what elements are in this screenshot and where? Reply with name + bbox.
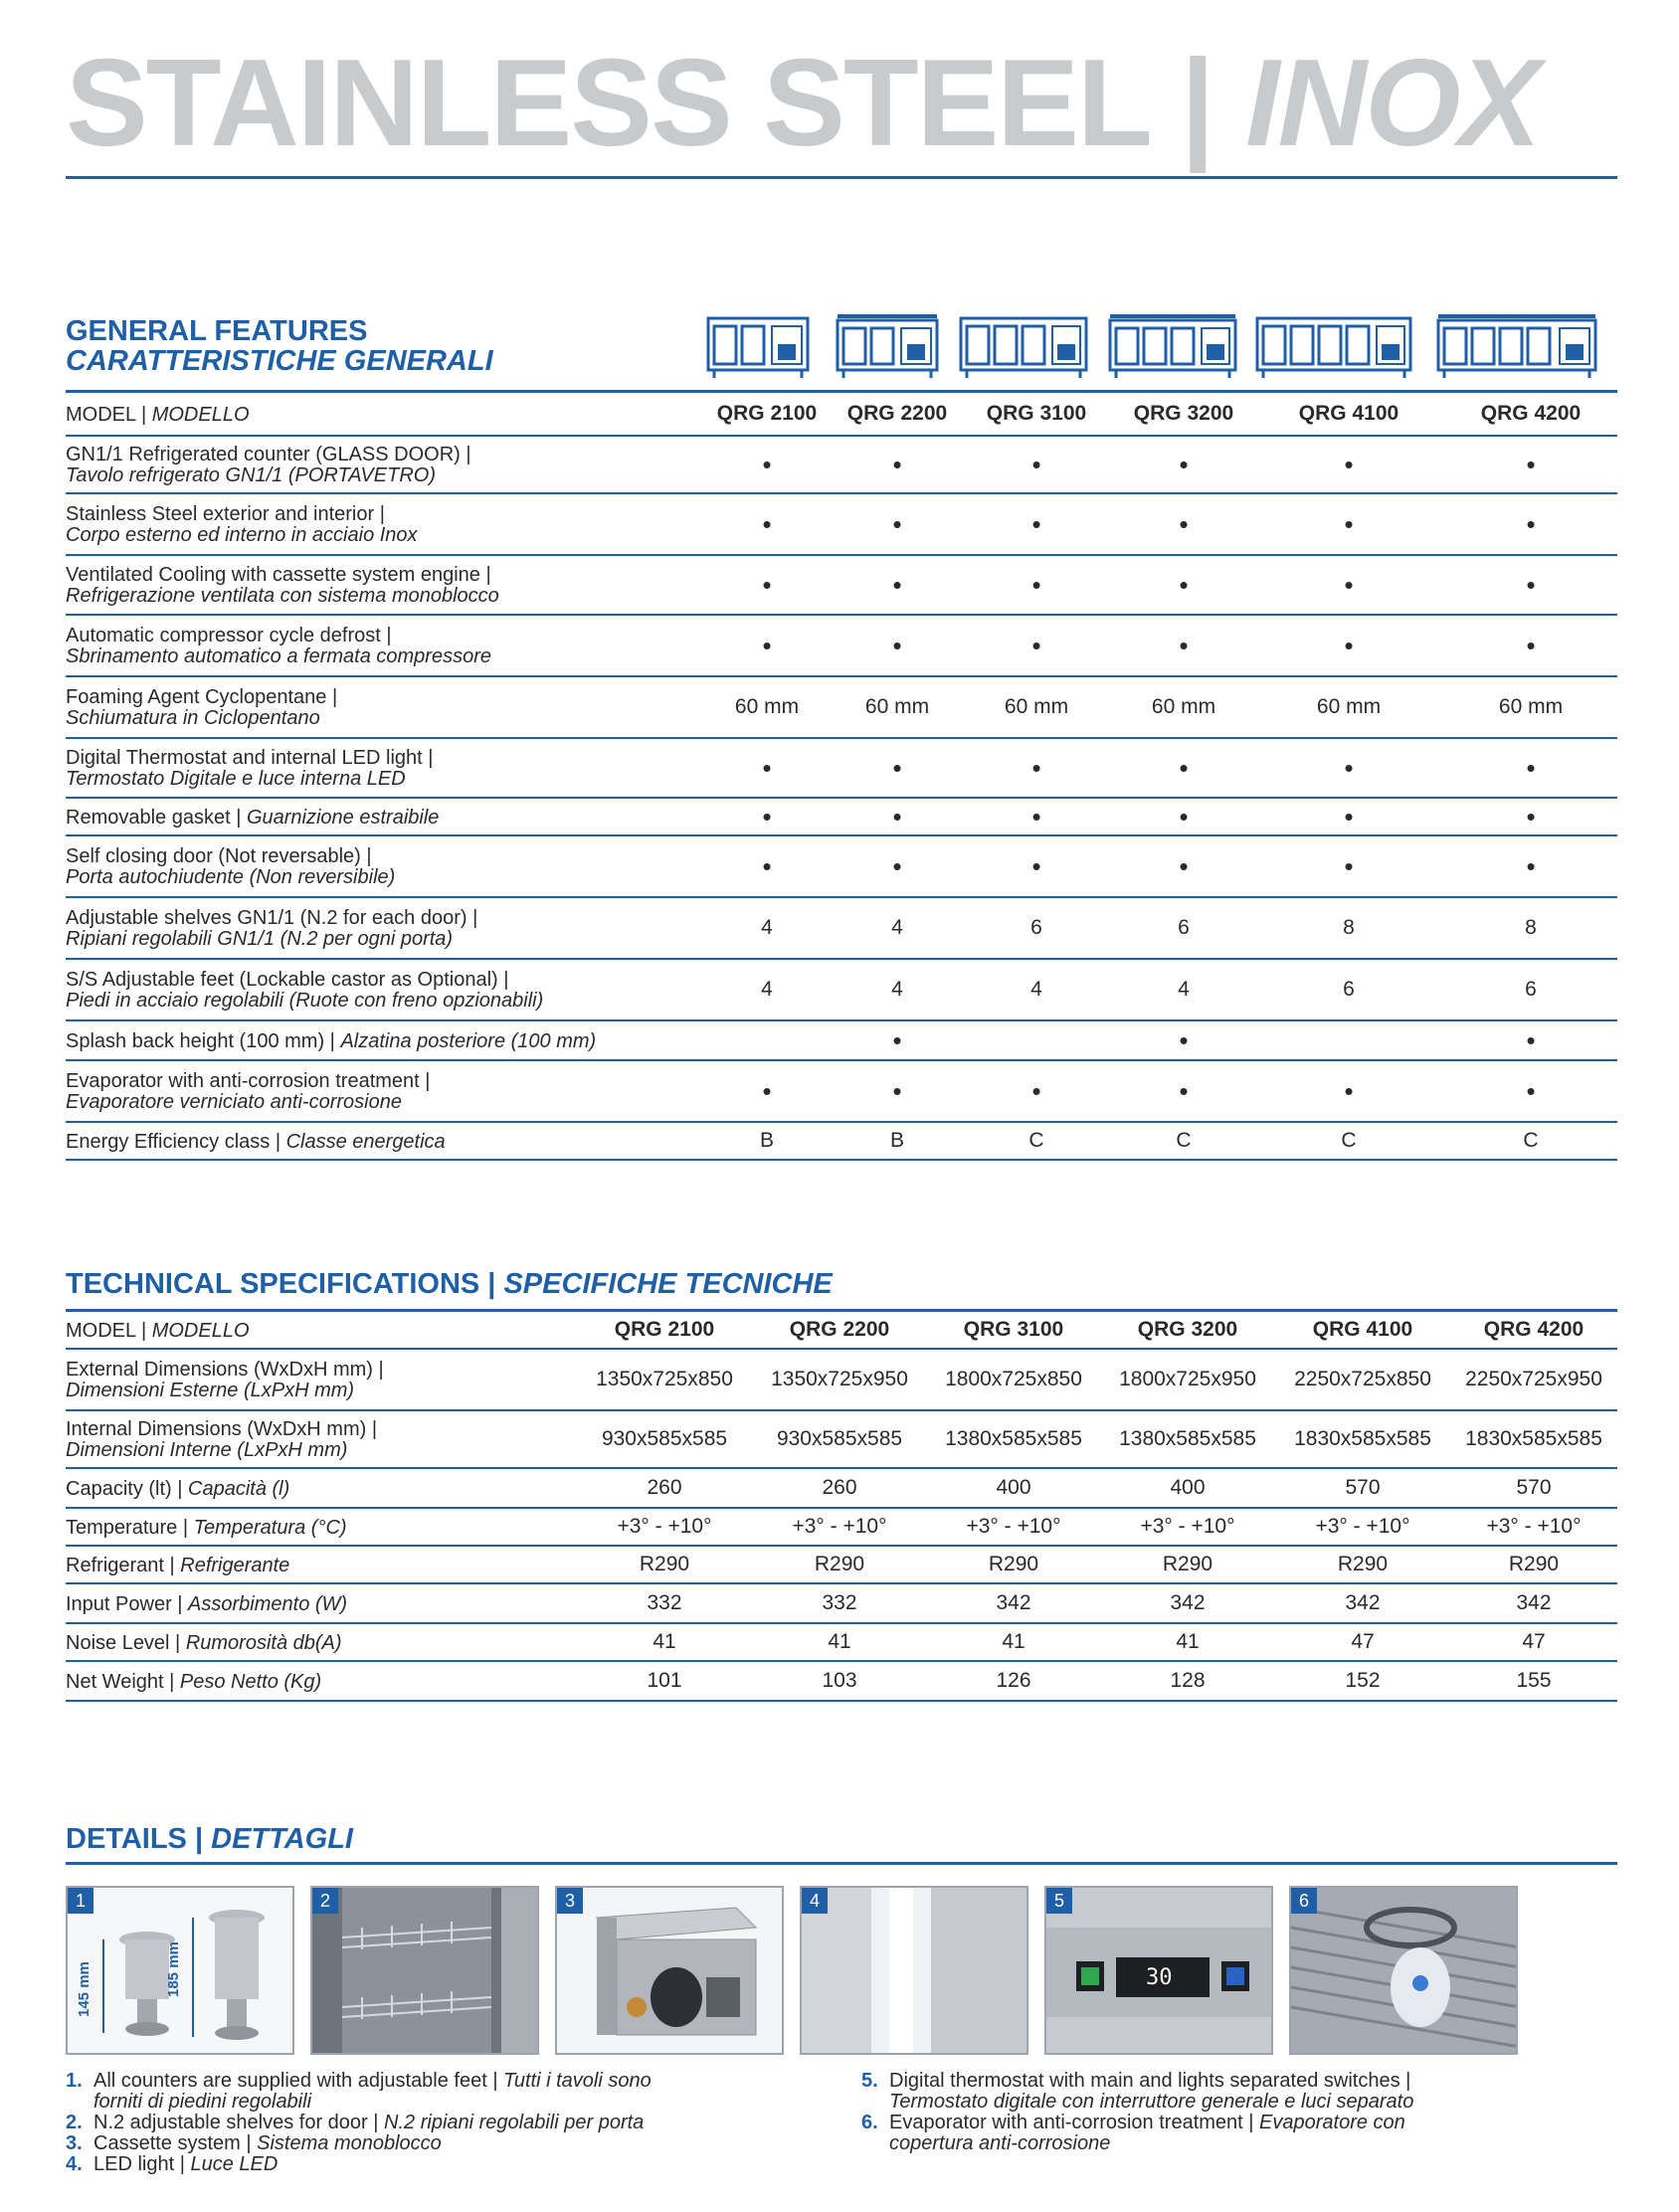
row-label: Foaming Agent Cyclopentane | Schiumatura in Ciclopentano: [66, 686, 338, 729]
row-value: •: [1179, 1025, 1189, 1055]
row-label: Self closing door (Not reversable) | Porta autochiudente (Non reversibile): [66, 845, 396, 888]
row-value: 342: [1170, 1591, 1206, 1614]
model-header-1: QRG 2200: [846, 402, 948, 425]
row-value: 6: [1030, 916, 1042, 939]
row-value: 2250x725x850: [1294, 1368, 1431, 1390]
row-value: •: [1344, 753, 1354, 783]
row-value: 4: [1178, 978, 1190, 1001]
row-label: Digital Thermostat and internal LED light | Termostato Digitale e luce interna LED: [66, 747, 434, 790]
row-value: 570: [1345, 1476, 1381, 1499]
table-row: [66, 799, 1617, 836]
row-value: •: [1031, 631, 1041, 660]
row-value: 41: [1002, 1630, 1026, 1653]
row-label: Removable gasket | Guarnizione estraibile: [66, 806, 440, 829]
row-value: 342: [1516, 1591, 1552, 1614]
row-label: GN1/1 Refrigerated counter (GLASS DOOR) | Tavolo refrigerato GN1/1 (PORTAVETRO): [66, 444, 471, 486]
row-value: 152: [1345, 1669, 1381, 1692]
details-notes-left: [66, 2071, 851, 2175]
row-value: C: [1341, 1129, 1357, 1152]
row-value: •: [1526, 631, 1536, 660]
model-header-0: QRG 2100: [716, 402, 818, 425]
row-value: 101: [647, 1669, 682, 1692]
list-item: 4. LED light | Luce LED: [66, 2153, 279, 2175]
row-label: Stainless Steel exterior and interior | Corpo esterno ed interno in acciaio Inox: [66, 503, 418, 546]
row-value: 260: [647, 1476, 682, 1499]
row-value: 342: [1345, 1591, 1381, 1614]
row-value: 60 mm: [1316, 695, 1382, 718]
row-label: Temperature | Temperatura (°C): [66, 1516, 347, 1539]
row-value: 570: [1516, 1476, 1552, 1499]
row-value: •: [1179, 1076, 1189, 1106]
table-row: [66, 437, 1617, 494]
row-value: 4: [1030, 978, 1042, 1001]
row-value: B: [889, 1129, 904, 1152]
row-value: 930x585x585: [776, 1427, 903, 1450]
row-value: •: [892, 509, 902, 539]
row-value: •: [762, 631, 772, 660]
cabinet-3-door-icon: [959, 314, 1090, 380]
row-value: 6: [1178, 916, 1190, 939]
row-value: •: [1031, 753, 1041, 783]
details-divider: [66, 1862, 1617, 1865]
table-row: [66, 1350, 1617, 1411]
table-row: [66, 836, 1617, 898]
features-header-row: [66, 393, 1617, 437]
row-value: 2250x725x950: [1465, 1368, 1602, 1390]
row-value: 1800x725x950: [1119, 1368, 1256, 1390]
detail-thermostat-image: 5 30: [1044, 1886, 1273, 2055]
table-row: [66, 677, 1617, 739]
features-table: [66, 390, 1617, 1161]
row-value: 60 mm: [1498, 695, 1564, 718]
table-row: [66, 1509, 1617, 1547]
row-value: 1350x725x950: [771, 1368, 908, 1390]
row-value: +3° - +10°: [617, 1515, 712, 1538]
row-value: 332: [822, 1591, 857, 1614]
model-header-2: QRG 3100: [986, 402, 1087, 425]
cabinet-2-door-icon: [706, 314, 812, 380]
row-value: •: [1031, 450, 1041, 479]
model-header-3: QRG 3200: [1137, 1318, 1238, 1341]
table-row: [66, 1624, 1617, 1662]
row-value: 126: [996, 1669, 1031, 1692]
shelves-illustration: [312, 1888, 539, 2055]
list-item: 5. Digital thermostat with main and lights separated switches | Termostato digitale con interruttore generale e luci separato: [861, 2070, 1414, 2113]
row-value: •: [1526, 851, 1536, 881]
row-value: •: [1179, 851, 1189, 881]
list-item: 2. N.2 adjustable shelves for door | N.2 ripiani regolabili per porta: [66, 2112, 645, 2133]
list-item: 3. Cassette system | Sistema monoblocco: [66, 2132, 442, 2154]
row-value: •: [1344, 509, 1354, 539]
row-value: •: [762, 1076, 772, 1106]
row-value: •: [762, 851, 772, 881]
row-value: +3° - +10°: [1140, 1515, 1235, 1538]
row-value: +3° - +10°: [1486, 1515, 1582, 1538]
row-value: 60 mm: [734, 695, 800, 718]
row-value: 6: [1525, 978, 1537, 1001]
row-value: •: [762, 802, 772, 831]
row-label: Energy Efficiency class | Classe energetica: [66, 1130, 446, 1153]
detail-feet-image: 1 145 mm 185 mm: [66, 1886, 294, 2055]
model-header-5: QRG 4200: [1483, 1318, 1585, 1341]
row-value: 8: [1343, 916, 1355, 939]
row-value: •: [1344, 802, 1354, 831]
row-value: 4: [761, 978, 773, 1001]
table-row: [66, 1469, 1617, 1509]
row-label: Noise Level | Rumorosità db(A): [66, 1631, 342, 1654]
row-value: R290: [1337, 1553, 1389, 1575]
row-value: •: [1344, 570, 1354, 600]
row-value: •: [892, 1025, 902, 1055]
row-value: 41: [1176, 1630, 1200, 1653]
row-value: •: [1031, 1076, 1041, 1106]
row-value: C: [1028, 1129, 1044, 1152]
row-value: •: [892, 851, 902, 881]
row-value: 60 mm: [1004, 695, 1069, 718]
row-label: Adjustable shelves GN1/1 (N.2 for each door) | Ripiani regolabili GN1/1 (N.2 per ogni porta): [66, 907, 478, 950]
row-label: S/S Adjustable feet (Lockable castor as Optional) | Piedi in acciaio regolabili (Ruote con freno opzionabili): [66, 969, 544, 1012]
row-value: •: [892, 753, 902, 783]
row-label: Evaporator with anti-corrosion treatment | Evaporatore verniciato anti-corrosione: [66, 1070, 431, 1113]
table-row: [66, 739, 1617, 799]
table-row: [66, 1662, 1617, 1702]
row-value: 47: [1351, 1630, 1375, 1653]
detail-evaporator-image: 6: [1289, 1886, 1518, 2055]
row-value: 260: [822, 1476, 857, 1499]
model-header-2: QRG 3100: [963, 1318, 1064, 1341]
row-value: 103: [822, 1669, 857, 1692]
row-value: 6: [1343, 978, 1355, 1001]
row-value: 4: [891, 978, 903, 1001]
row-value: B: [759, 1129, 774, 1152]
row-value: R290: [639, 1553, 690, 1575]
list-item: 6. Evaporator with anti-corrosion treatment | Evaporatore con copertura anti-corrosione: [861, 2112, 1405, 2154]
row-value: 1800x725x850: [945, 1368, 1082, 1390]
row-value: •: [1526, 570, 1536, 600]
cabinet-2-door-splash-icon: [836, 314, 941, 380]
model-header-1: QRG 2200: [789, 1318, 890, 1341]
row-value: C: [1176, 1129, 1192, 1152]
row-value: 1350x725x850: [596, 1368, 733, 1390]
row-value: •: [1031, 509, 1041, 539]
cabinet-4-door-icon: [1255, 314, 1414, 380]
row-value: •: [1344, 631, 1354, 660]
features-title: GENERAL FEATURES CARATTERISTICHE GENERALI: [66, 315, 493, 377]
row-value: •: [1179, 450, 1189, 479]
row-value: 155: [1516, 1669, 1552, 1692]
row-value: •: [1526, 753, 1536, 783]
row-value: •: [1179, 802, 1189, 831]
row-value: 1380x585x585: [1119, 1427, 1256, 1450]
row-value: •: [762, 450, 772, 479]
row-value: •: [892, 570, 902, 600]
cabinet-3-door-splash-icon: [1108, 314, 1239, 380]
row-label: Input Power | Assorbimento (W): [66, 1592, 348, 1615]
row-value: 400: [996, 1476, 1031, 1499]
model-header-3: QRG 3200: [1133, 402, 1234, 425]
table-row: [66, 1411, 1617, 1469]
row-value: 47: [1522, 1630, 1546, 1653]
row-label: Ventilated Cooling with cassette system engine | Refrigerazione ventilata con sistema monoblocco: [66, 564, 499, 607]
row-value: +3° - +10°: [1315, 1515, 1410, 1538]
row-value: +3° - +10°: [966, 1515, 1061, 1538]
row-label: Splash back height (100 mm) | Alzatina posteriore (100 mm): [66, 1029, 597, 1052]
row-value: R290: [1508, 1553, 1560, 1575]
row-value: •: [892, 450, 902, 479]
specs-title: TECHNICAL SPECIFICATIONS | SPECIFICHE TECNICHE: [66, 1268, 833, 1300]
table-row: [66, 1547, 1617, 1584]
table-row: [66, 616, 1617, 677]
model-label: MODEL | MODELLO: [66, 403, 250, 426]
list-item: 1. All counters are supplied with adjustable feet | Tutti i tavoli sono forniti di piedini regolabili: [66, 2070, 652, 2113]
row-value: 41: [828, 1630, 851, 1653]
row-value: •: [1031, 851, 1041, 881]
row-value: 41: [653, 1630, 676, 1653]
row-value: •: [1526, 1025, 1536, 1055]
row-value: 930x585x585: [601, 1427, 728, 1450]
model-header-4: QRG 4100: [1312, 1318, 1413, 1341]
row-label: Net Weight | Peso Netto (Kg): [66, 1670, 322, 1693]
model-icons: [0, 314, 1679, 384]
row-value: •: [892, 1076, 902, 1106]
row-value: •: [762, 753, 772, 783]
row-label: Automatic compressor cycle defrost | Sbrinamento automatico a fermata compressore: [66, 625, 491, 667]
evaporator-illustration: [1291, 1888, 1518, 2055]
row-value: 60 mm: [864, 695, 930, 718]
row-value: C: [1523, 1129, 1539, 1152]
table-row: [66, 898, 1617, 960]
row-label: Refrigerant | Refrigerante: [66, 1554, 290, 1576]
row-value: 8: [1525, 916, 1537, 939]
row-value: •: [1526, 802, 1536, 831]
row-value: 4: [761, 916, 773, 939]
row-value: R290: [1162, 1553, 1213, 1575]
row-value: •: [1179, 509, 1189, 539]
row-value: •: [1344, 450, 1354, 479]
row-value: •: [1526, 1076, 1536, 1106]
row-label: Internal Dimensions (WxDxH mm) | Dimensioni Interne (LxPxH mm): [66, 1418, 378, 1461]
table-row: [66, 494, 1617, 556]
row-value: +3° - +10°: [792, 1515, 887, 1538]
table-row: [66, 556, 1617, 616]
row-value: •: [762, 570, 772, 600]
details-gallery: [66, 1886, 1617, 2065]
row-value: •: [1179, 753, 1189, 783]
led-light-illustration: [802, 1888, 1028, 2055]
row-value: •: [1344, 1076, 1354, 1106]
row-value: 1830x585x585: [1465, 1427, 1602, 1450]
detail-shelves-image: 2: [310, 1886, 539, 2055]
row-label: Capacity (lt) | Capacità (l): [66, 1477, 290, 1500]
row-value: •: [892, 631, 902, 660]
table-row: [66, 1061, 1617, 1123]
row-value: •: [1526, 450, 1536, 479]
table-row: [66, 960, 1617, 1021]
row-value: 400: [1170, 1476, 1206, 1499]
row-value: 342: [996, 1591, 1031, 1614]
table-row: [66, 1021, 1617, 1061]
row-value: •: [1344, 851, 1354, 881]
row-value: R290: [988, 1553, 1039, 1575]
row-value: 1380x585x585: [945, 1427, 1082, 1450]
row-value: •: [1031, 802, 1041, 831]
row-value: 4: [891, 916, 903, 939]
model-label: MODEL | MODELLO: [66, 1319, 250, 1342]
cassette-unit-illustration: [557, 1888, 784, 2055]
specs-table: [66, 1309, 1617, 1702]
details-title: DETAILS | DETTAGLI: [66, 1823, 353, 1855]
row-value: 60 mm: [1151, 695, 1216, 718]
row-label: External Dimensions (WxDxH mm) | Dimensioni Esterne (LxPxH mm): [66, 1359, 384, 1401]
row-value: •: [1179, 570, 1189, 600]
cabinet-4-door-splash-icon: [1436, 314, 1599, 380]
specs-header-row: [66, 1312, 1617, 1350]
row-value: R290: [814, 1553, 865, 1575]
model-header-5: QRG 4200: [1480, 402, 1582, 425]
model-header-4: QRG 4100: [1298, 402, 1399, 425]
row-value: 332: [647, 1591, 682, 1614]
table-row: [66, 1584, 1617, 1624]
row-value: 1830x585x585: [1294, 1427, 1431, 1450]
row-value: 128: [1170, 1669, 1206, 1692]
detail-cassette-image: 3: [555, 1886, 784, 2055]
model-header-0: QRG 2100: [614, 1318, 715, 1341]
row-value: •: [1179, 631, 1189, 660]
row-value: •: [762, 509, 772, 539]
details-notes-right: [861, 2071, 1617, 2154]
row-value: •: [892, 802, 902, 831]
page-header: [66, 34, 1617, 179]
row-value: •: [1031, 570, 1041, 600]
page-title: STAINLESS STEEL | INOX: [66, 35, 1540, 172]
detail-led-image: 4: [800, 1886, 1028, 2055]
table-row: [66, 1123, 1617, 1161]
row-value: •: [1526, 509, 1536, 539]
